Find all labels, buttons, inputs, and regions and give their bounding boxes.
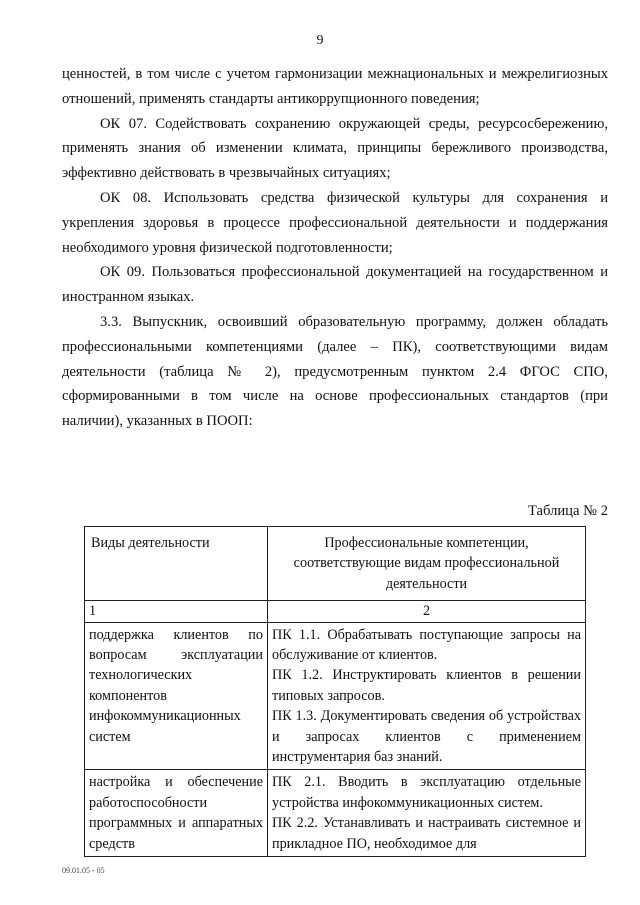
activity-cell: настройка и обеспечение работоспособности программных и аппаратных средств	[85, 770, 268, 857]
paragraph: ценностей, в том числе с учетом гармонизации межнациональных и межрелигиозных отношений, применять стандарты антикоррупционного поведения;	[62, 66, 608, 107]
paragraph-3-3: 3.3. Выпускник, освоивший образовательную программу, должен обладать профессиональными компетенциями (далее – ПК), соответствующими видам деятельности (таблица № 2), предусмотренным пунктом 2.4 ФГОС СПО, сформированными в том числе на основе профессиональных стандартов (при наличии), указанных в ПООП:	[62, 313, 608, 430]
column-number-row	[85, 601, 586, 622]
paragraph-ok09: ОК 09. Пользоваться профессиональной документацией на государственном и иностранном языках.	[62, 264, 608, 306]
page-number: 9	[316, 33, 324, 48]
competencies-cell	[268, 622, 586, 770]
competency-pk-1-1: ПК 1.1. Обрабатывать поступающие запросы на обслуживание от клиентов.	[272, 626, 581, 664]
table-row	[85, 770, 586, 857]
competency-pk-1-3: ПК 1.3. Документировать сведения об устройствах и запросах клиентов с применением инструментария баз знаний.	[272, 708, 581, 766]
competency-pk-1-2: ПК 1.2. Инструктировать клиентов в решении типовых запросов.	[272, 667, 581, 704]
table-row	[85, 622, 586, 770]
header-competencies: Профессиональные компетенции, соответствующие видам профессиональной деятельности	[268, 527, 586, 601]
competency-pk-2-2: ПК 2.2. Устанавливать и настраивать системное и прикладное ПО, необходимое для	[272, 815, 581, 852]
column-number-1: 1	[85, 601, 268, 622]
activity-cell: поддержка клиентов по вопросам эксплуатации технологических компонентов инфокоммуникационных систем	[85, 622, 268, 770]
table-caption: Таблица № 2	[528, 503, 608, 519]
table-header-row	[85, 527, 586, 601]
footer-code: 09.01.05 - 05	[62, 866, 105, 875]
header-activity: Виды деятельности	[85, 527, 268, 601]
body-text	[62, 62, 608, 434]
column-number-2: 2	[268, 601, 586, 622]
paragraph-ok08: ОК 08. Использовать средства физической культуры для сохранения и укрепления здоровья в процессе профессиональной деятельности и поддержания необходимого уровня физической подготовленности;	[62, 189, 608, 256]
competencies-table	[84, 526, 586, 857]
competencies-cell	[268, 770, 586, 857]
competency-pk-2-1: ПК 2.1. Вводить в эксплуатацию отдельные устройства инфокоммуникационных систем.	[272, 774, 581, 811]
paragraph-ok07: ОК 07. Содействовать сохранению окружающей среды, ресурсосбережению, применять знания об изменении климата, принципы бережливого производства, эффективно действовать в чрезвычайных ситуациях;	[62, 115, 608, 182]
